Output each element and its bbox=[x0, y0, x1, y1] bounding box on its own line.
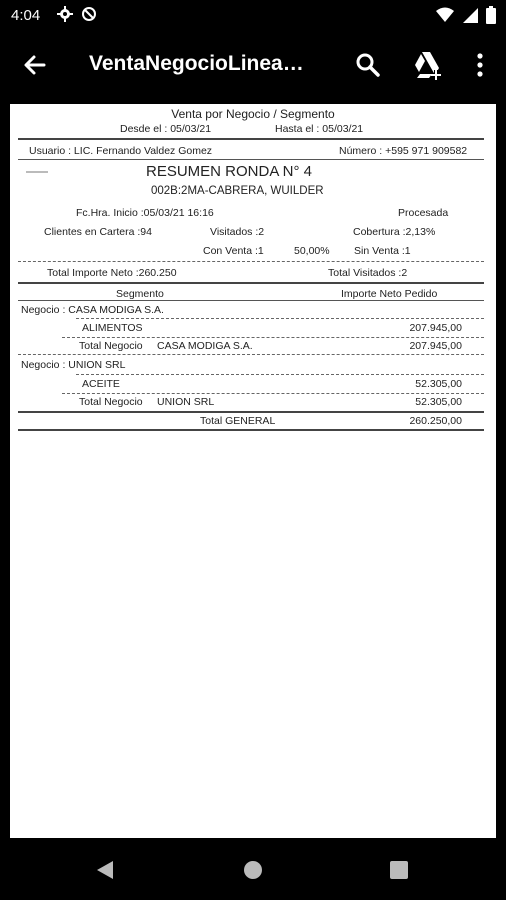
total-net-amount: Total Importe Neto :260.250 bbox=[47, 267, 177, 279]
divider bbox=[18, 282, 484, 284]
user-label: Usuario : LIC. Fernando Valdez Gomez bbox=[29, 145, 213, 157]
start-datetime: Fc.Hra. Inicio :05/03/21 16:16 bbox=[76, 207, 214, 219]
data-saver-icon bbox=[81, 6, 97, 22]
with-sale-percent: 50,00% bbox=[294, 245, 330, 257]
divider bbox=[18, 429, 484, 431]
nav-back-icon[interactable] bbox=[95, 860, 115, 880]
business-total-amount: 207.945,00 bbox=[409, 340, 462, 352]
column-header-segment: Segmento bbox=[116, 288, 164, 300]
segment-amount: 207.945,00 bbox=[409, 322, 462, 334]
battery-icon bbox=[486, 6, 496, 24]
date-from: Desde el : 05/03/21 bbox=[120, 123, 212, 135]
coverage: Cobertura :2,13% bbox=[353, 226, 436, 238]
system-nav-bar bbox=[0, 838, 506, 900]
business-total-name: CASA MODIGA S.A. bbox=[157, 340, 253, 352]
seller-name: 002B:2MA-CABRERA, WUILDER bbox=[151, 185, 324, 197]
grand-total-amount: 260.250,00 bbox=[409, 415, 462, 427]
divider bbox=[18, 261, 484, 262]
report-title: Venta por Negocio / Segmento bbox=[171, 107, 335, 121]
without-sale: Sin Venta :1 bbox=[354, 245, 411, 257]
total-visited: Total Visitados :2 bbox=[328, 267, 408, 279]
column-header-amount: Importe Neto Pedido bbox=[341, 288, 438, 300]
business-total-label: Total Negocio bbox=[79, 396, 143, 408]
business-label: Negocio : UNION SRL bbox=[21, 359, 126, 371]
segment-amount: 52.305,00 bbox=[415, 378, 462, 390]
wifi-icon bbox=[436, 7, 454, 23]
app-bar bbox=[0, 32, 506, 100]
segment-name: ALIMENTOS bbox=[82, 322, 143, 334]
grand-total-label: Total GENERAL bbox=[200, 415, 276, 427]
business-total-name: UNION SRL bbox=[157, 396, 215, 408]
date-to: Hasta el : 05/03/21 bbox=[275, 123, 364, 135]
phone-number: Número : +595 971 909582 bbox=[339, 145, 468, 157]
signal-icon bbox=[462, 7, 478, 23]
document-viewer[interactable] bbox=[0, 100, 506, 838]
report-page bbox=[10, 104, 496, 842]
business-label: Negocio : CASA MODIGA S.A. bbox=[21, 304, 164, 316]
status-icons-left bbox=[57, 6, 97, 22]
logo-placeholder bbox=[26, 171, 48, 173]
divider bbox=[62, 393, 484, 394]
back-arrow-icon[interactable] bbox=[18, 50, 50, 82]
overflow-menu-icon[interactable] bbox=[470, 50, 490, 80]
nav-recents-icon[interactable] bbox=[390, 861, 408, 879]
add-to-drive-icon[interactable] bbox=[412, 50, 444, 80]
divider bbox=[18, 159, 484, 160]
business-total-amount: 52.305,00 bbox=[415, 396, 462, 408]
divider bbox=[18, 411, 484, 413]
divider bbox=[18, 300, 484, 301]
visited-count: Visitados :2 bbox=[210, 226, 265, 238]
with-sale: Con Venta :1 bbox=[203, 245, 264, 257]
app-title: VentaNegocioLinea… bbox=[89, 52, 304, 75]
summary-heading: RESUMEN RONDA N° 4 bbox=[146, 163, 313, 180]
settings-icon bbox=[57, 6, 73, 22]
status-icons-right bbox=[436, 6, 496, 24]
status-bar bbox=[0, 0, 506, 32]
nav-home-icon[interactable] bbox=[243, 860, 263, 880]
search-icon[interactable] bbox=[354, 51, 382, 79]
divider bbox=[18, 138, 484, 140]
segment-name: ACEITE bbox=[82, 378, 120, 390]
divider bbox=[76, 374, 484, 375]
status-text: Procesada bbox=[398, 207, 449, 219]
divider bbox=[18, 354, 484, 355]
divider bbox=[62, 337, 484, 338]
clients-in-portfolio: Clientes en Cartera :94 bbox=[44, 226, 152, 238]
business-total-label: Total Negocio bbox=[79, 340, 143, 352]
status-time: 4:04 bbox=[11, 7, 41, 24]
divider bbox=[76, 318, 484, 319]
